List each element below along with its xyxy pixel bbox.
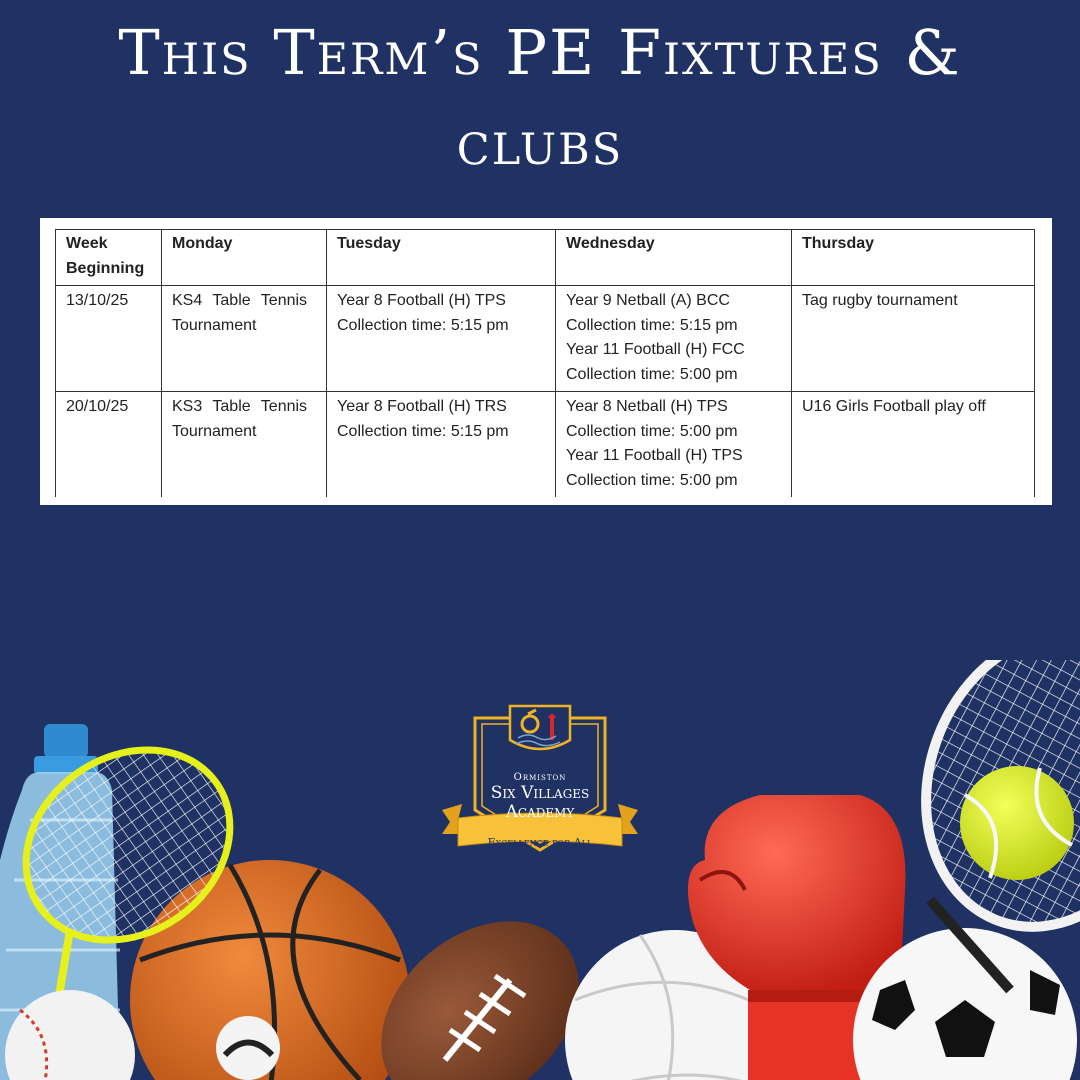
thursday-cell bbox=[792, 286, 1035, 392]
wednesday-cell bbox=[556, 286, 792, 392]
cell-line: Year 9 Netball (A) BCC bbox=[566, 292, 730, 309]
cell-line: Year 8 Football (H) TRS bbox=[337, 398, 507, 415]
sports-equipment-illustration bbox=[0, 660, 1080, 1080]
week-cell: 13/10/25 bbox=[56, 286, 162, 392]
cell-line: Collection time: 5:00 pm bbox=[566, 422, 738, 440]
tuesday-cell bbox=[327, 286, 556, 392]
logo-name-line-2: Academy bbox=[505, 802, 575, 822]
tuesday-cell bbox=[327, 392, 556, 498]
tennis-ball-icon bbox=[960, 766, 1074, 880]
page-title bbox=[0, 8, 1080, 188]
cell-line: Tournament bbox=[172, 422, 257, 440]
table-header-row bbox=[56, 230, 1035, 286]
logo-top-line: Ormiston bbox=[513, 772, 567, 783]
logo-name-line-1: Six Villages bbox=[490, 783, 590, 803]
thursday-cell bbox=[792, 392, 1035, 498]
cell-line: KS3 Table Tennis bbox=[172, 398, 308, 415]
cell-line: Collection time: 5:00 pm bbox=[566, 471, 738, 489]
monday-cell bbox=[162, 392, 327, 498]
cell-line: Tournament bbox=[172, 316, 257, 334]
header-week-beginning: Week Beginning bbox=[56, 230, 162, 286]
cell-line: Year 8 Football (H) TPS bbox=[337, 292, 506, 309]
cell-line: Year 11 Football (H) FCC bbox=[566, 341, 745, 358]
shuttlecock-icon bbox=[216, 1016, 280, 1080]
cell-line: Year 11 Football (H) TPS bbox=[566, 447, 743, 464]
week-cell: 20/10/25 bbox=[56, 392, 162, 498]
logo-motto: Excellence for All bbox=[487, 836, 593, 849]
cell-line: Collection time: 5:15 pm bbox=[566, 316, 738, 334]
cell-line: U16 Girls Football play off bbox=[802, 398, 986, 415]
cell-line: Collection time: 5:00 pm bbox=[566, 365, 738, 383]
header-monday: Monday bbox=[162, 230, 327, 286]
cell-line: Collection time: 5:15 pm bbox=[337, 316, 509, 334]
title-line-2: clubs bbox=[456, 106, 624, 179]
header-wednesday: Wednesday bbox=[556, 230, 792, 286]
header-tuesday: Tuesday bbox=[327, 230, 556, 286]
table-row bbox=[56, 286, 1035, 392]
header-thursday: Thursday bbox=[792, 230, 1035, 286]
monday-cell bbox=[162, 286, 327, 392]
title-line-1: This Term’s PE Fixtures & bbox=[118, 16, 962, 89]
fixtures-table bbox=[55, 229, 1035, 497]
cell-line: KS4 Table Tennis bbox=[172, 292, 308, 309]
cell-line: Tag rugby tournament bbox=[802, 292, 958, 309]
cell-line: Collection time: 5:15 pm bbox=[337, 422, 509, 440]
fixtures-table-card bbox=[40, 218, 1052, 505]
wednesday-cell bbox=[556, 392, 792, 498]
table-row bbox=[56, 392, 1035, 498]
cell-line: Year 8 Netball (H) TPS bbox=[566, 398, 728, 415]
